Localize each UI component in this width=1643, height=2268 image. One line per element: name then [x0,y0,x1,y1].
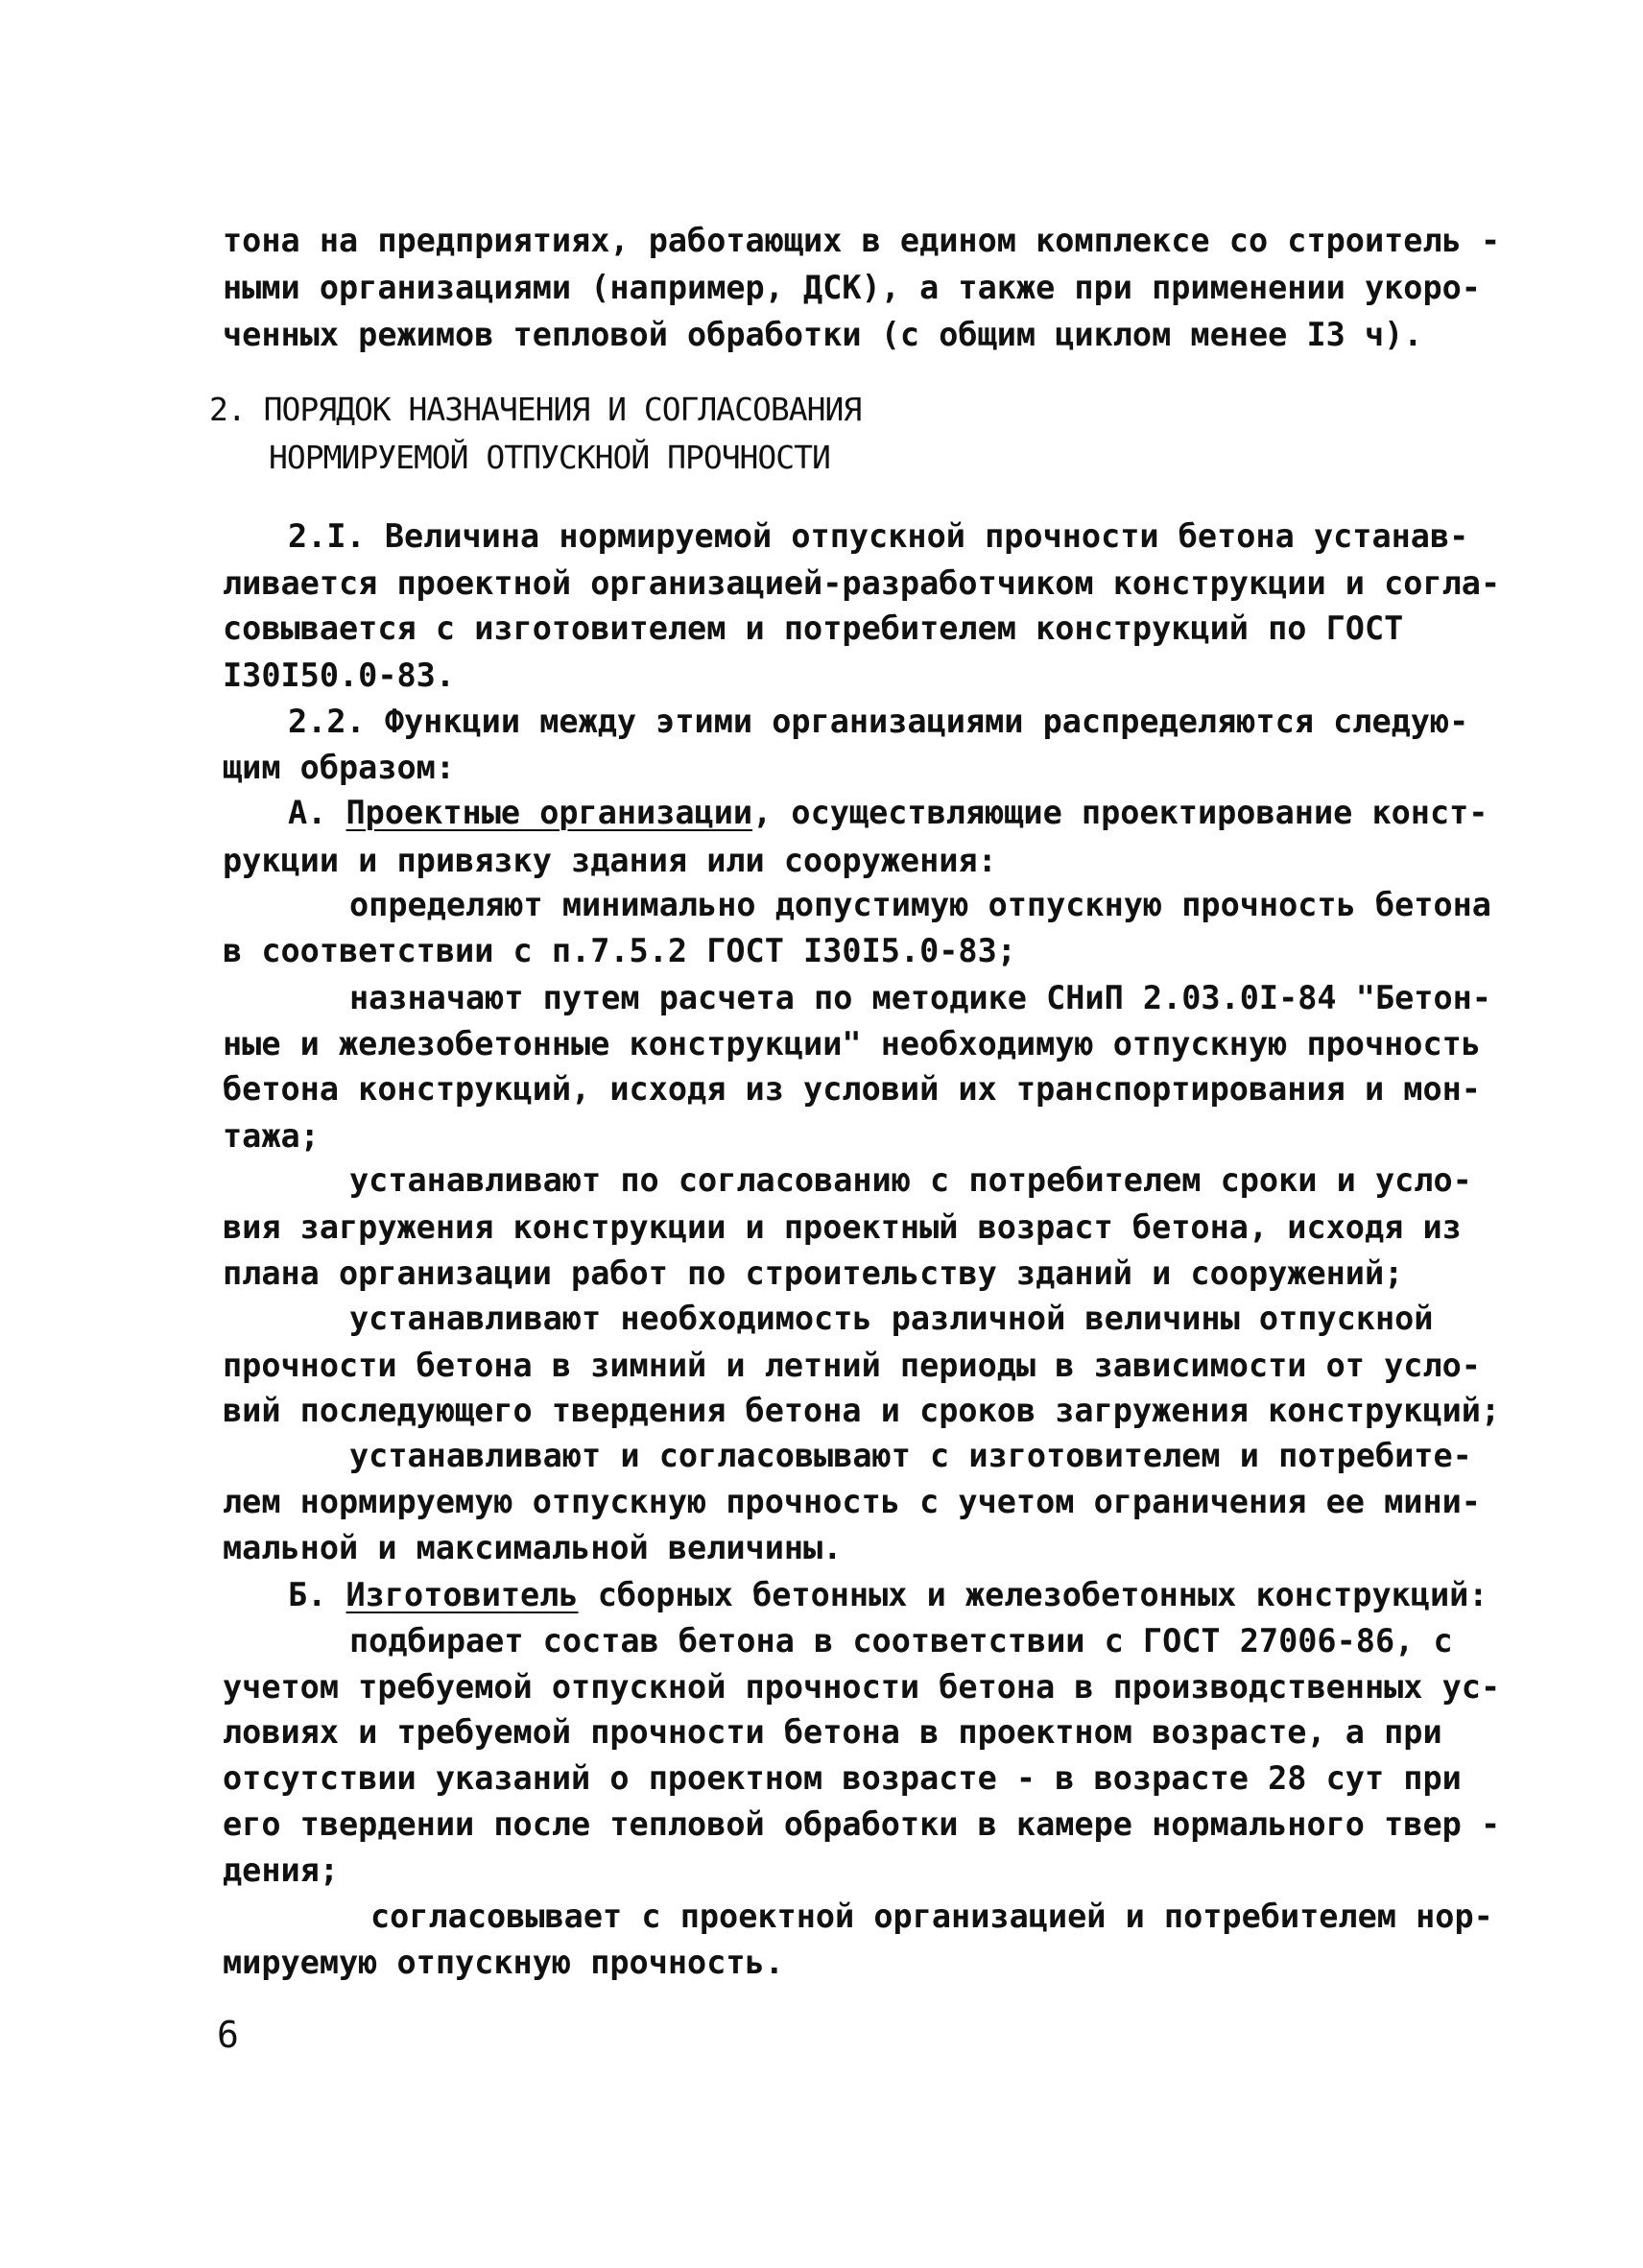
a5-line-3: мальной и максимальной величины. [223,1529,843,1566]
b1-line-5: его твердении после тепловой обработки в камере нормального твер - [223,1805,1501,1843]
intro-line-3: ченных режимов тепловой обработки (с общим циклом менее I3 ч). [223,316,1423,353]
pB-underlined-term: Изготовитель [345,1576,579,1613]
section-heading-line-1: 2. ПОРЯДОК НАЗНАЧЕНИЯ И СОГЛАСОВАНИЯ [209,391,862,428]
intro-line-2: ными организациями (например, ДСК), а также при применении укоро- [223,269,1481,306]
a3-line-3: плана организации работ по строительству зданий и сооружений; [223,1254,1404,1292]
b1-line-2: учетом требуемой отпускной прочности бетона в производственных ус- [223,1668,1501,1706]
a4-line-3: вий последующего твердения бетона и сроков загружения конструкций; [223,1392,1501,1429]
pA-underlined-term: Проектные организации [345,794,753,831]
b1-line-3: ловиях и требуемой прочности бетона в проектном возрасте, а при [223,1713,1442,1751]
pA-line-1 [288,794,1488,831]
pB-prefix: Б. [288,1576,346,1613]
section-heading-line-2: НОРМИРУЕМОЙ ОТПУСКНОЙ ПРОЧНОСТИ [269,439,830,476]
b1-line-1: подбирает состав бетона в соответствии с ГОСТ 27006-86, с [349,1622,1453,1659]
b1-line-4: отсутствии указаний о проектном возрасте - в возрасте 28 сут при [223,1759,1462,1797]
a2-line-3: бетона конструкций, исходя из условий их транспортирования и мон- [223,1070,1481,1108]
a5-line-2: лем нормируемую отпускную прочность с учетом ограничения ее мини- [223,1483,1481,1520]
p21-line-3: совывается с изготовителем и потребителем конструкций по ГОСТ [223,609,1404,647]
a4-line-1: устанавливают необходимость различной величины отпускной [349,1300,1434,1337]
a2-line-4: тажа; [223,1117,320,1155]
a3-line-1: устанавливают по согласованию с потребителем сроки и усло- [349,1161,1472,1199]
b1-line-6: дения; [223,1851,340,1889]
a4-line-2: прочности бетона в зимний и летний периоды в зависимости от усло- [223,1347,1481,1384]
p21-line-2: ливается проектной организацией-разработчиком конструкции и согла- [223,564,1501,602]
a2-line-1: назначают путем расчета по методике СНиП 2.03.0I-84 "Бетон- [349,979,1491,1016]
p21-line-1: 2.I. Величина нормируемой отпускной прочности бетона устанав- [288,517,1469,555]
intro-line-1: тона на предприятиях, работающих в едином комплексе со строитель - [223,222,1501,259]
a1-line-1: определяют минимально допустимую отпускную прочность бетона [349,886,1491,923]
pA-rest: , осуществляющие проектирование конст- [752,794,1488,831]
a1-line-2: в соответствии с п.7.5.2 ГОСТ I30I5.0-83; [223,932,1016,969]
pA-prefix: А. [288,794,346,831]
a2-line-2: ные и железобетонные конструкции" необходимую отпускную прочность [223,1025,1481,1062]
pA-line-2: рукции и привязку здания или сооружения: [223,842,997,879]
p22-line-1: 2.2. Функции между этими организациями распределяются следую- [288,703,1469,740]
p22-line-2: щим образом: [223,749,456,786]
page-number: 6 [217,2014,239,2056]
p21-line-4: I30I50.0-83. [223,657,456,694]
a5-line-1: устанавливают и согласовывают с изготовителем и потребите- [349,1437,1472,1474]
pB-line-1 [288,1576,1488,1613]
b2-line-2: мируемую отпускную прочность. [223,1944,784,1981]
a3-line-2: вия загружения конструкции и проектный возраст бетона, исходя из [223,1208,1462,1246]
b2-line-1: согласовывает с проектной организацией и потребителем нор- [370,1898,1493,1935]
pB-rest: сборных бетонных и железобетонных конструкций: [578,1576,1488,1613]
